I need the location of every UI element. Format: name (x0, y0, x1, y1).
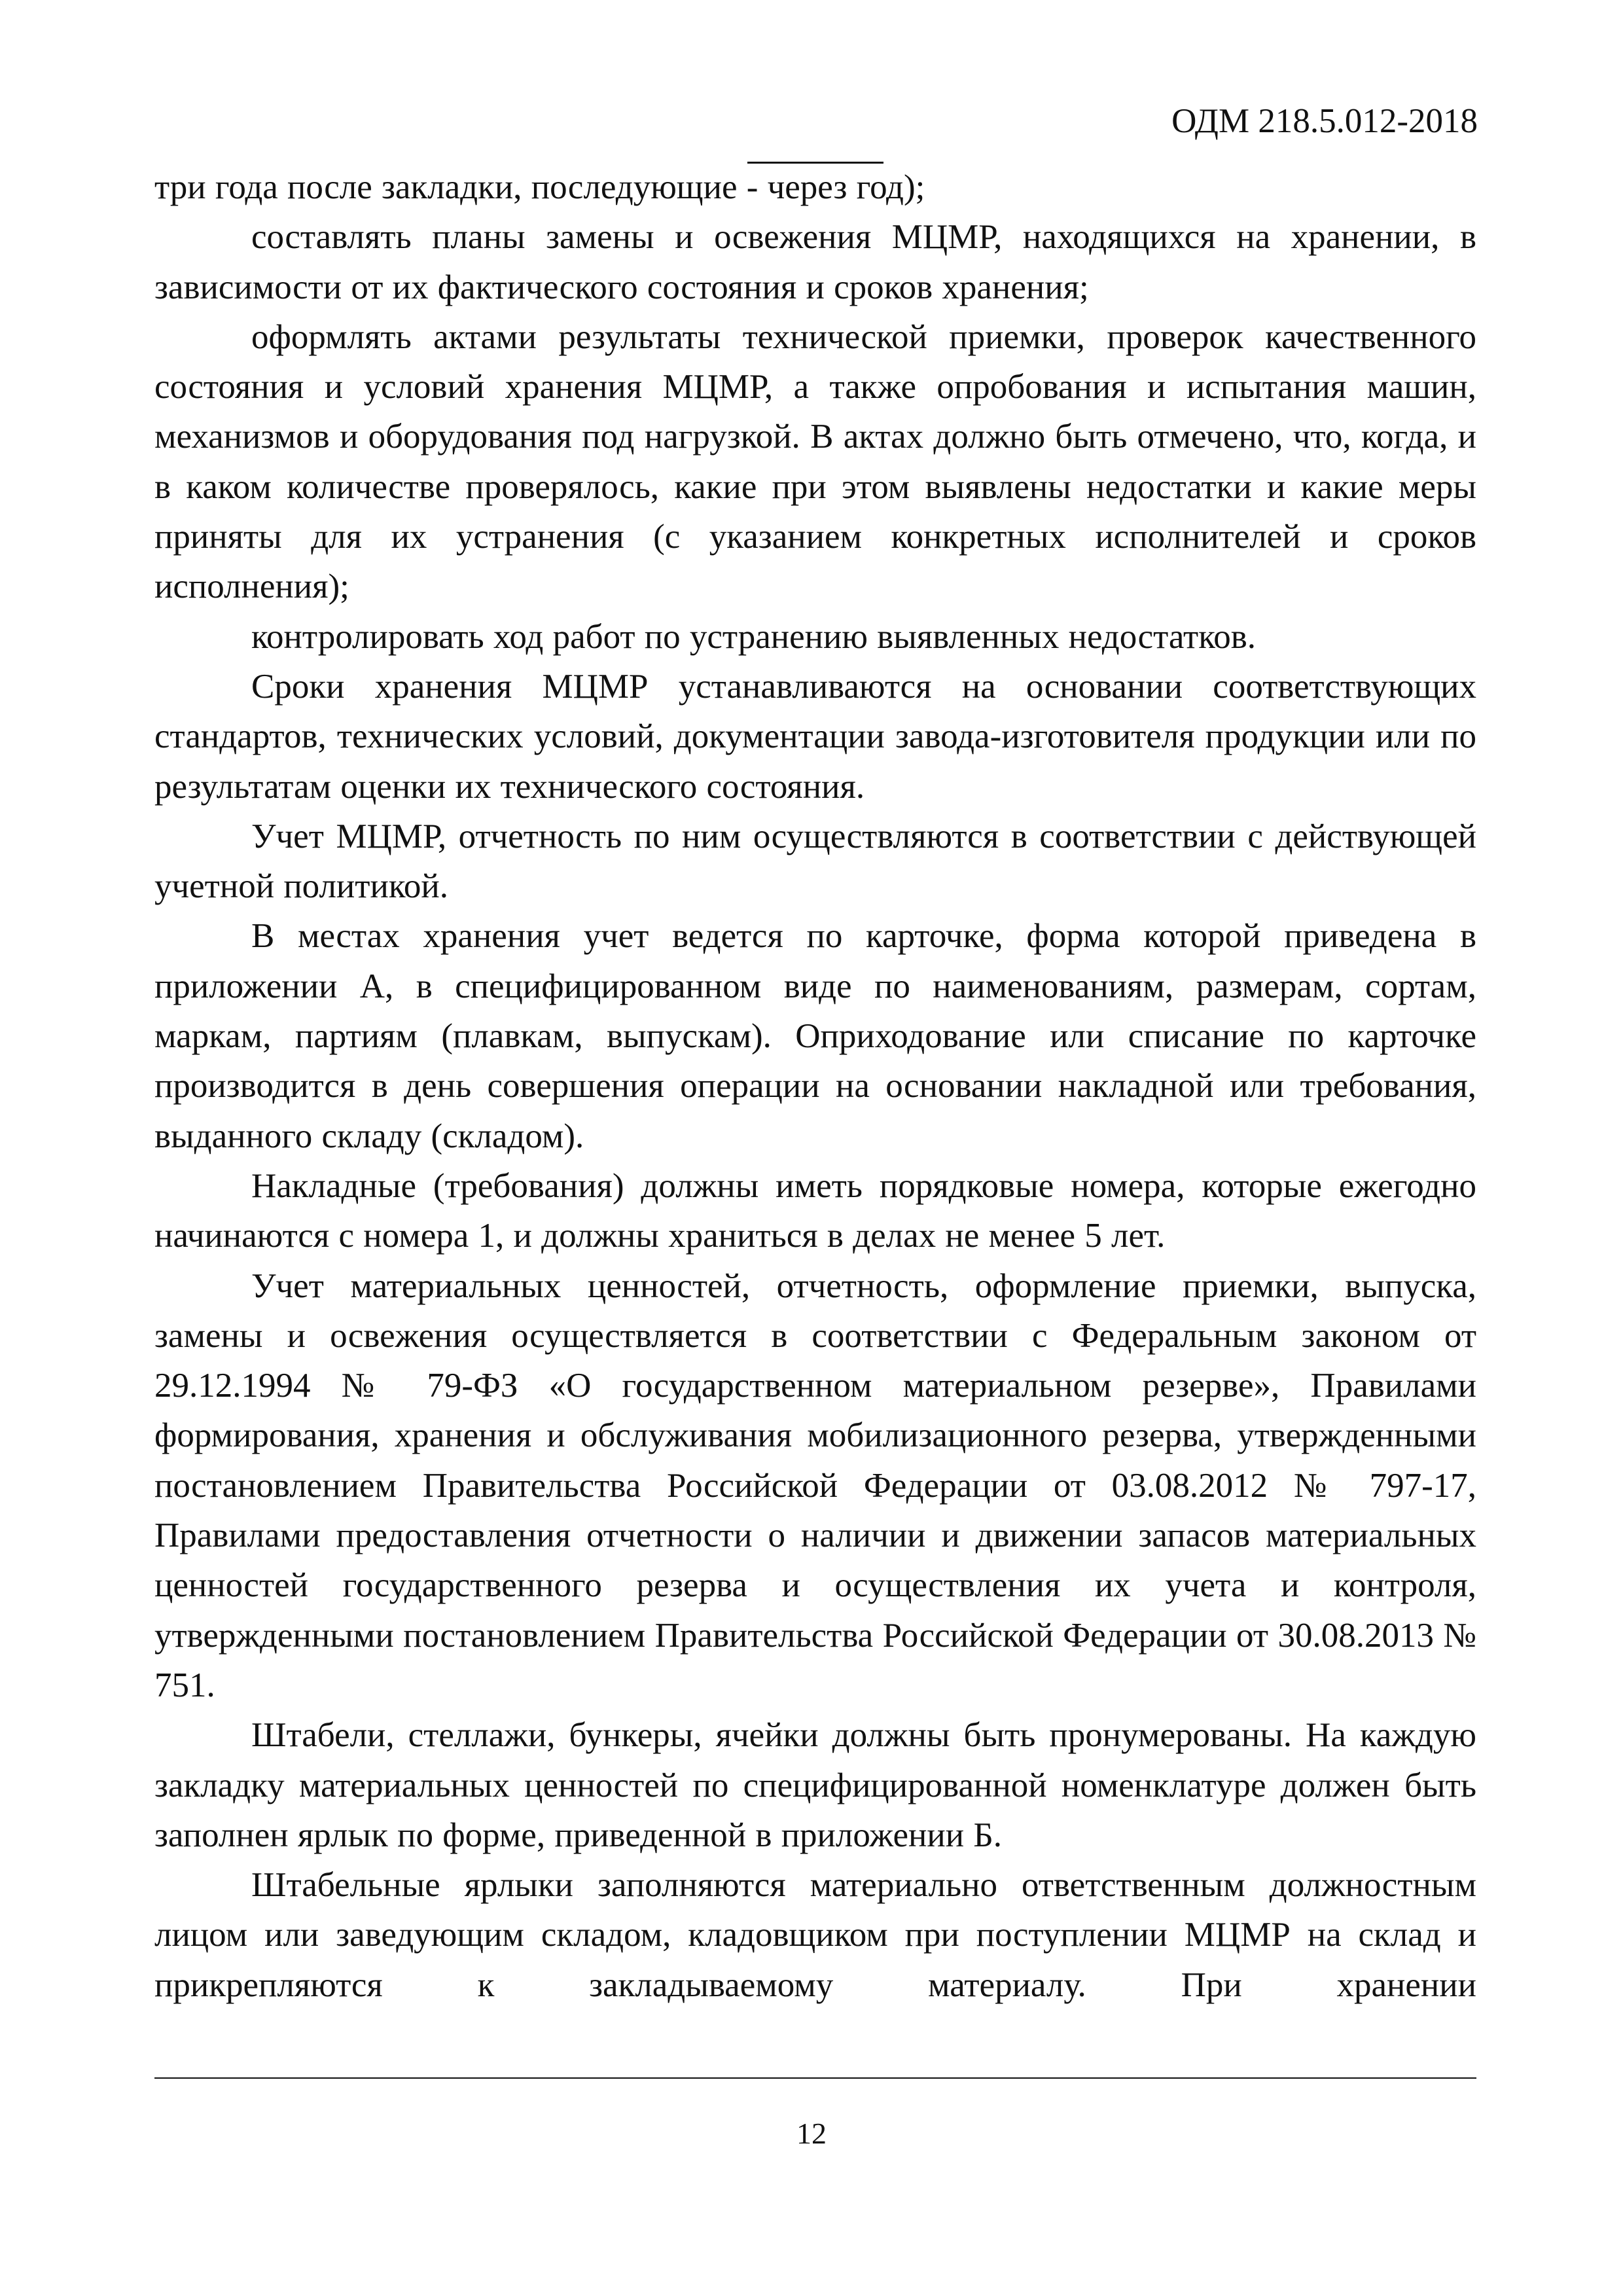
paragraph-storage-periods: Сроки хранения МЦМР устанавливаются на основании соответствующих стандартов, технических условий, документации завода-изготовителя продукции или по результатам оценки их технического состояния. (154, 667, 1476, 806)
page-body (154, 162, 1476, 2010)
paragraph-storage-card: В местах хранения учет ведется по карточке, форма которой приведена в приложении А, в специфицированном виде по наименованиям, размерам, сортам, маркам, партиям (плавкам, выпускам). Оприходование или списание по карточке производится в день совершения операции на основании накладной или требования, выданного складу (складом). (154, 917, 1476, 1155)
paragraph-accounting-policy: Учет МЦМР, отчетность по ним осуществляются в соответствии с действующей учетной политикой. (154, 817, 1476, 906)
paragraph-acceptance-acts: оформлять актами результаты технической приемки, проверок качественного состояния и условий хранения МЦМР, а также опробования и испытания машин, механизмов и оборудования под нагрузкой. В актах должно быть отмечено, что, когда, и в каком количестве проверялось, какие при этом выявлены недостатки и какие меры приняты для их устранения (с указанием конкретных исполнителей и сроков исполнения); (154, 317, 1476, 606)
paragraph-replacement-plans: составлять планы замены и освежения МЦМР, находящихся на хранении, в зависимости от их фактического состояния и сроков хранения; (154, 218, 1476, 306)
document-code: ОДМ 218.5.012-2018 (1171, 102, 1478, 140)
paragraph-stack-labels: Штабельные ярлыки заполняются материально ответственным должностным лицом или заведующим складом, кладовщиком при поступлении МЦМР на склад и прикрепляются к закладываемому материалу. При хранении (154, 1866, 1476, 2004)
paragraph-continuation: три года после закладки, последующие - через год); (154, 168, 925, 206)
paragraph-stack-numbering: Штабели, стеллажи, бункеры, ячейки должны быть пронумерованы. На каждую закладку материальных ценностей по специфицированной номенклатуре должен быть заполнен ярлык по форме, приведенной в приложении Б. (154, 1716, 1476, 1854)
footer-rule (154, 2077, 1476, 2079)
paragraph-invoices: Накладные (требования) должны иметь порядковые номера, которые ежегодно начинаются с номера 1, и должны храниться в делах не менее 5 лет. (154, 1166, 1476, 1255)
paragraph-legal-basis: Учет материальных ценностей, отчетность, оформление приемки, выпуска, замены и освежения осуществляется в соответствии с Федеральным законом от 29.12.1994 № 79-ФЗ «О государственном материальном резерве», Правилами формирования, хранения и обслуживания мобилизационного резерва, утвержденными постановлением Правительства Российской Федерации от 03.08.2012 № 797-17, Правилами предоставления отчетности о наличии и движении запасов материальных ценностей государственного резерва и осуществления их учета и контроля, утвержденными постановлением Правительства Российской Федерации от 30.08.2013 № 751. (154, 1266, 1476, 1704)
page-number: 12 (796, 2117, 827, 2150)
paragraph-control-work: контролировать ход работ по устранению выявленных недостатков. (251, 617, 1257, 656)
